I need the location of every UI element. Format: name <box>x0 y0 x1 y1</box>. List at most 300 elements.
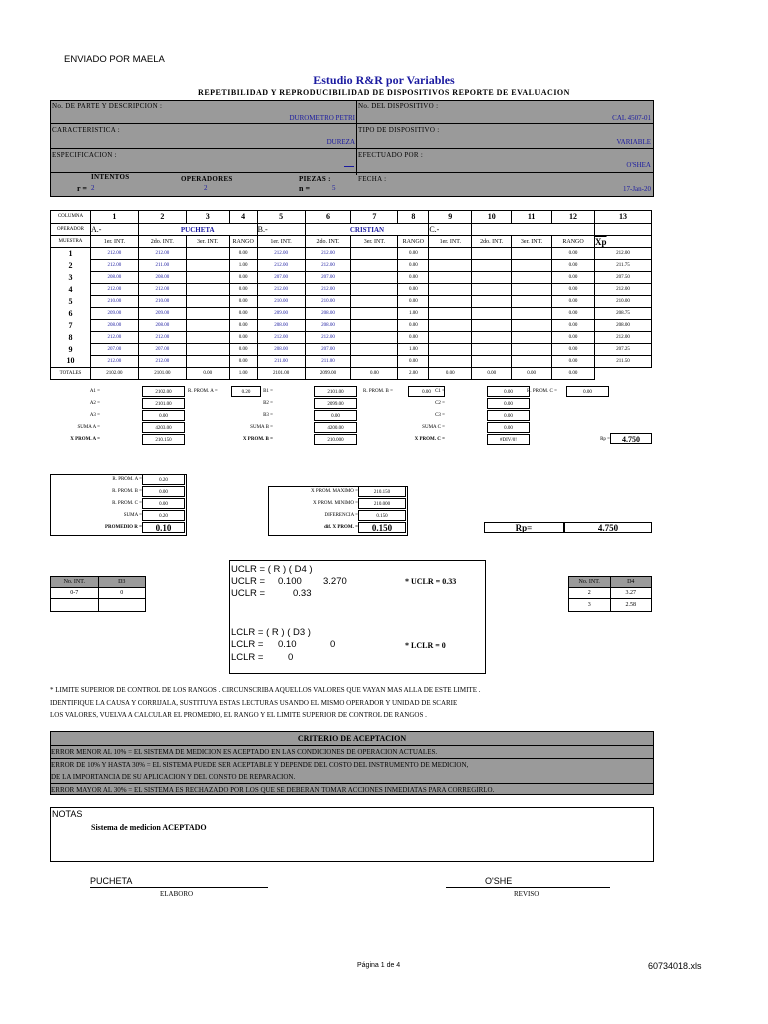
reading-cell <box>351 356 398 368</box>
trials-label: INTENTOS <box>91 173 130 181</box>
reading-cell <box>512 320 552 332</box>
operators-label: OPERADORES <box>181 175 233 183</box>
sub-header: RANGO <box>552 236 595 248</box>
reading-cell: 207.00 <box>257 272 305 284</box>
reading-cell: 1.00 <box>398 308 429 320</box>
uclr-line3-value: 0.33 <box>293 588 312 599</box>
reading-cell: 211.00 <box>305 356 351 368</box>
reading-cell <box>351 248 398 260</box>
criteria-line: ERROR MAYOR AL 30% = EL SISTEMA ES RECHAZADO POR LOS QUE SE DEBERAN TOMAR ACCIONES INMEDIATAS PARA CORREGIRLO. <box>51 786 495 794</box>
reading-cell: 207.00 <box>138 344 186 356</box>
criteria-line: DE LA IMPORTANCIA DE SU APLICACION Y DEL CONSTO DE REPARACION. <box>51 771 653 784</box>
reading-cell <box>472 284 512 296</box>
sub-header: 1er. INT. <box>90 236 138 248</box>
sum-label: C1 = <box>435 389 445 394</box>
total-cell: 0.00 <box>472 368 512 380</box>
reading-cell <box>512 344 552 356</box>
page-title: Estudio R&R por Variables <box>313 73 455 87</box>
reading-cell: 1.00 <box>229 260 257 272</box>
reading-cell <box>186 320 229 332</box>
sent-by: ENVIADO POR MAELA <box>64 54 165 65</box>
d4-table <box>568 576 652 612</box>
uclr-d4-value: 3.270 <box>323 576 347 587</box>
rprom-a-value: 0.20 <box>231 386 261 397</box>
rprom-b-value: 0.00 <box>408 386 445 397</box>
table-row <box>51 356 652 368</box>
reading-cell <box>186 356 229 368</box>
sum-label: A2 = <box>89 401 100 406</box>
reading-cell: 208.00 <box>305 308 351 320</box>
op-c: C.- <box>429 224 472 236</box>
sample-number: 9 <box>51 344 91 356</box>
reading-cell: 0.00 <box>398 272 429 284</box>
d3-cell <box>98 599 145 612</box>
d3-header-int: No. INT. <box>51 577 99 588</box>
reading-cell: 212.00 <box>138 332 186 344</box>
reading-cell: 212.00 <box>90 284 138 296</box>
reading-cell: 208.00 <box>90 320 138 332</box>
reading-cell: 212.00 <box>90 248 138 260</box>
device-value: CAL 4507-01 <box>612 114 651 122</box>
reading-cell <box>351 296 398 308</box>
reading-cell: 212.00 <box>138 248 186 260</box>
table-row <box>51 284 652 296</box>
col-number: 8 <box>398 211 429 224</box>
col-number: 4 <box>229 211 257 224</box>
sum-label: A3 = <box>89 413 100 418</box>
reading-cell <box>512 296 552 308</box>
sub-header: RANGO <box>398 236 429 248</box>
reading-cell: 212.00 <box>257 332 305 344</box>
reading-cell: 207.50 <box>595 272 652 284</box>
reading-cell <box>472 332 512 344</box>
summary-label: R. PROM. A = <box>112 477 142 482</box>
total-cell: 0.00 <box>512 368 552 380</box>
summary-mid-value: 210.150 <box>358 486 406 497</box>
reading-cell: 0.00 <box>229 356 257 368</box>
sum-value: 2102.00 <box>142 386 185 397</box>
reading-cell: 212.00 <box>595 248 652 260</box>
criteria-line: ERROR DE 10% Y HASTA 30% = EL SISTEMA PUEDE SER ACEPTABLE Y DEPENDE DEL COSTO DEL INSTRUMENTO DE MEDICION, <box>51 761 469 769</box>
reading-cell: 212.00 <box>257 260 305 272</box>
part-value: DUROMETRO PETRI <box>289 114 355 122</box>
sub-header: 1er. INT. <box>257 236 305 248</box>
reading-cell: 212.00 <box>305 284 351 296</box>
reading-cell: 212.00 <box>90 356 138 368</box>
reading-cell: 211.00 <box>257 356 305 368</box>
char-label: CARACTERISTICA : <box>52 126 121 134</box>
date-value: 17-Jan-20 <box>623 185 651 193</box>
reading-cell: 212.00 <box>138 356 186 368</box>
total-cell: 2101.00 <box>138 368 186 380</box>
summary-label: R. PROM. C = <box>112 501 142 506</box>
sample-label: MUESTRA <box>51 236 91 248</box>
summary-mid-label: DIFERENCIA = <box>324 513 358 518</box>
reading-cell <box>351 344 398 356</box>
total-cell: 0.00 <box>351 368 398 380</box>
reading-cell: 0.00 <box>552 344 595 356</box>
reading-cell <box>472 308 512 320</box>
reading-cell <box>186 248 229 260</box>
reading-cell: 0.00 <box>552 260 595 272</box>
criteria-lines <box>51 746 653 794</box>
reading-cell <box>512 260 552 272</box>
reading-cell <box>429 320 472 332</box>
sample-number: 5 <box>51 296 91 308</box>
col-number: 1 <box>90 211 138 224</box>
d3-cell: 0-7 <box>51 588 99 599</box>
signature-left-role: ELABORO <box>160 890 194 898</box>
sum-label: SUMA A = <box>77 425 100 430</box>
op-label: OPERADOR <box>51 224 91 236</box>
rprom-b-label: R. PROM. B = <box>363 389 393 394</box>
info-block <box>50 100 654 197</box>
sum-value: #DIV/0! <box>487 434 530 445</box>
reading-cell <box>472 296 512 308</box>
reading-cell <box>512 356 552 368</box>
summary-label: R. PROM. B = <box>112 489 142 494</box>
summary-left-frame <box>50 474 187 536</box>
done-value: O'SHEA <box>626 161 651 169</box>
reading-cell <box>472 248 512 260</box>
reading-cell <box>429 308 472 320</box>
reading-cell <box>429 356 472 368</box>
sum-value: 0.00 <box>142 410 185 421</box>
done-label: EFECTUADO POR : <box>358 151 424 159</box>
sample-number: 8 <box>51 332 91 344</box>
reading-cell <box>472 320 512 332</box>
sub-header: $\overline{Xp}$ <box>595 236 652 248</box>
reading-cell <box>429 344 472 356</box>
sum-value: 0.00 <box>487 386 530 397</box>
uclr-line2-label: UCLR = <box>231 576 266 587</box>
reading-cell <box>351 332 398 344</box>
reading-cell: 0.00 <box>229 344 257 356</box>
table-row <box>51 320 652 332</box>
page-number: Página 1 de 4 <box>357 962 401 969</box>
summary-rp-label: Rp= <box>484 522 564 533</box>
sum-label: X PROM. A = <box>70 437 100 442</box>
reading-cell <box>512 272 552 284</box>
sub-header: 1er. INT. <box>429 236 472 248</box>
table-row <box>51 344 652 356</box>
reading-cell: 211.00 <box>138 260 186 272</box>
reading-cell: 207.00 <box>305 272 351 284</box>
sum-value: 2101.00 <box>314 386 357 397</box>
lclr-formula: LCLR = ( R ) ( D3 ) <box>231 627 311 638</box>
criteria-box <box>50 731 654 795</box>
criteria-line: ERROR MENOR AL 10% = EL SISTEMA DE MEDICION ES ACEPTADO EN LAS CONDICIONES DE OPERACION ACTUALES. <box>51 746 653 759</box>
reading-cell: 0.00 <box>229 320 257 332</box>
reading-cell: 208.00 <box>595 320 652 332</box>
op-b: B.- <box>257 224 305 236</box>
d3-cell <box>51 599 99 612</box>
table-row <box>51 332 652 344</box>
notas-box <box>50 807 654 862</box>
summary-mid-label: X PROM. MAXIMO = <box>311 489 358 494</box>
summary-mid-label: X PROM. MINIMO = <box>312 501 358 506</box>
reading-cell <box>429 272 472 284</box>
sum-value: 2101.00 <box>142 398 185 409</box>
reading-cell <box>429 332 472 344</box>
date-label: FECHA : <box>358 175 387 183</box>
summary-value: 0.00 <box>142 486 185 497</box>
reading-cell <box>429 260 472 272</box>
sub-header: 3er. INT. <box>512 236 552 248</box>
summary-mid-label: dif. X PROM. = <box>324 525 358 530</box>
col-number: 7 <box>351 211 398 224</box>
reading-cell: 210.00 <box>305 296 351 308</box>
sum-value: 210.000 <box>314 434 357 445</box>
reading-cell: 0.00 <box>398 332 429 344</box>
reading-cell: 208.00 <box>305 320 351 332</box>
reading-cell: 0.00 <box>398 260 429 272</box>
reading-cell: 207.00 <box>305 344 351 356</box>
sample-number: 2 <box>51 260 91 272</box>
reading-cell <box>472 272 512 284</box>
summary-label: PROMEDIO R = <box>104 525 142 530</box>
summary-mid-value: 0.150 <box>358 510 406 521</box>
total-cell: 2.00 <box>398 368 429 380</box>
lclr-line3-value: 0 <box>288 652 294 663</box>
lclr-r-value: 0.10 <box>278 639 297 650</box>
reading-cell: 208.00 <box>90 272 138 284</box>
sum-value: 0.00 <box>487 410 530 421</box>
reading-cell <box>512 308 552 320</box>
sum-label: B1 = <box>263 389 273 394</box>
reading-cell: 212.00 <box>90 260 138 272</box>
col-number: 6 <box>305 211 351 224</box>
reading-cell: 207.25 <box>595 344 652 356</box>
lclr-d3-value: 0 <box>330 639 336 650</box>
col-number: 12 <box>552 211 595 224</box>
limit-note-line: LOS VALORES, VUELVA A CALCULAR EL PROMEDIO, EL RANGO Y EL LIMITE SUPERIOR DE CONTROL DE RANGOS . <box>50 711 427 719</box>
d4-cell: 3 <box>569 599 611 612</box>
reading-cell: 212.00 <box>90 332 138 344</box>
notas-text: Sistema de medicion ACEPTADO <box>91 823 207 832</box>
total-cell: 1.00 <box>229 368 257 380</box>
reading-cell: 209.00 <box>90 308 138 320</box>
table-row <box>51 272 652 284</box>
total-cell: 2102.00 <box>90 368 138 380</box>
uclr-formula: UCLR = ( R ) ( D4 ) <box>231 564 313 575</box>
reading-cell: 0.00 <box>229 248 257 260</box>
d4-header-d4: D4 <box>610 577 652 588</box>
reading-cell: 208.00 <box>257 344 305 356</box>
table-row <box>51 248 652 260</box>
table-row <box>51 260 652 272</box>
limit-note-line: * LIMITE SUPERIOR DE CONTROL DE LOS RANGOS . CIRCUNSCRIBA AQUELLOS VALORES QUE VAYAN MAS ALLA DE ESTE LIMITE . <box>50 686 481 694</box>
total-cell: 2101.00 <box>257 368 305 380</box>
reading-cell: 209.00 <box>138 308 186 320</box>
sum-label: A1 = <box>89 389 100 394</box>
sample-number: 7 <box>51 320 91 332</box>
reading-cell: 210.00 <box>595 296 652 308</box>
rprom-a-label: R. PROM. A = <box>188 389 218 394</box>
device-label: No. DEL DISPOSITIVO : <box>358 102 439 110</box>
type-value: VARIABLE <box>616 138 651 146</box>
d3-cell: 0 <box>98 588 145 599</box>
summary-mid-value: 0.150 <box>358 522 406 533</box>
op-b-name: CRISTIAN <box>305 224 429 236</box>
totals-label: TOTALES <box>51 368 91 380</box>
reading-cell: 212.00 <box>305 248 351 260</box>
reading-cell: 212.00 <box>595 284 652 296</box>
summary-rp-value: 4.750 <box>564 522 652 533</box>
d3-header-d3: D3 <box>98 577 145 588</box>
reading-cell <box>351 320 398 332</box>
reading-cell <box>186 308 229 320</box>
parts-n: n = <box>299 184 311 193</box>
reading-cell <box>186 272 229 284</box>
table-row <box>51 296 652 308</box>
uclr-result: * UCLR = 0.33 <box>405 577 457 586</box>
reading-cell: 0.00 <box>398 356 429 368</box>
spec-label: ESPECIFICACION : <box>52 151 117 159</box>
reading-cell <box>472 356 512 368</box>
sum-label: SUMA B = <box>250 425 273 430</box>
sub-header: RANGO <box>229 236 257 248</box>
reading-cell: 0.00 <box>398 296 429 308</box>
reading-cell: 0.00 <box>229 332 257 344</box>
sample-number: 3 <box>51 272 91 284</box>
col-number: 11 <box>512 211 552 224</box>
reading-cell: 212.00 <box>257 248 305 260</box>
summary-value: 0.10 <box>142 522 185 533</box>
control-limits-box <box>229 560 486 674</box>
trials-value: 2 <box>91 184 95 192</box>
col-number: 3 <box>186 211 229 224</box>
reading-cell: 0.00 <box>398 320 429 332</box>
uclr-line3-label: UCLR = <box>231 588 266 599</box>
reading-cell: 0.00 <box>398 248 429 260</box>
total-cell: 0.00 <box>429 368 472 380</box>
total-cell: 0.00 <box>552 368 595 380</box>
operators-value: 2 <box>204 184 208 192</box>
sub-header: 2do. INT. <box>472 236 512 248</box>
reading-cell: 0.00 <box>229 296 257 308</box>
summary-mid-value: 210.000 <box>358 498 406 509</box>
col-number: 13 <box>595 211 652 224</box>
sum-value: 2099.00 <box>314 398 357 409</box>
summary-value: 0.00 <box>142 498 185 509</box>
summary-label: SUMA = <box>123 513 142 518</box>
reading-cell: 0.00 <box>229 284 257 296</box>
limit-notes <box>50 684 480 722</box>
reading-cell: 1.00 <box>398 344 429 356</box>
sum-label: X PROM. C = <box>414 437 445 442</box>
reading-cell: 210.00 <box>90 296 138 308</box>
rprom-c-label: R. PROM. C = <box>527 389 557 394</box>
d4-cell: 3.27 <box>610 588 652 599</box>
reading-cell: 211.50 <box>595 356 652 368</box>
uclr-r-value: 0.100 <box>278 576 302 587</box>
sum-value: 0.00 <box>487 422 530 433</box>
lclr-result: * LCLR = 0 <box>405 641 446 650</box>
signature-right-name: O'SHE <box>485 876 513 886</box>
signature-left-name: PUCHETA <box>90 876 133 886</box>
reading-cell <box>472 260 512 272</box>
sample-number: 4 <box>51 284 91 296</box>
col-number: 9 <box>429 211 472 224</box>
reading-cell: 210.00 <box>138 296 186 308</box>
op-a: A.- <box>90 224 138 236</box>
reading-cell: 212.00 <box>305 332 351 344</box>
reading-cell: 0.00 <box>552 296 595 308</box>
sub-header: 3er. INT. <box>351 236 398 248</box>
reading-cell <box>512 284 552 296</box>
sum-value: 0.00 <box>314 410 357 421</box>
reading-cell: 207.00 <box>90 344 138 356</box>
type-label: TIPO DE DISPOSITIVO : <box>358 126 440 134</box>
d4-cell: 2.58 <box>610 599 652 612</box>
reading-cell <box>429 248 472 260</box>
lclr-line3-label: LCLR = <box>231 652 264 663</box>
col-number: 2 <box>138 211 186 224</box>
reading-cell: 0.00 <box>552 248 595 260</box>
parts-value: 5 <box>332 184 336 192</box>
summary-value: 0.20 <box>142 510 185 521</box>
reading-cell: 212.00 <box>138 284 186 296</box>
d4-header-int: No. INT. <box>569 577 611 588</box>
reading-cell: 0.00 <box>552 332 595 344</box>
sample-number: 1 <box>51 248 91 260</box>
reading-cell: 210.00 <box>257 296 305 308</box>
reading-cell <box>186 332 229 344</box>
rp-label: Rp = <box>600 437 610 442</box>
reading-cell: 0.00 <box>552 356 595 368</box>
reading-cell: 0.00 <box>552 284 595 296</box>
sum-label: C2 = <box>435 401 445 406</box>
reading-cell: 211.75 <box>595 260 652 272</box>
reading-cell <box>186 296 229 308</box>
reading-cell <box>429 284 472 296</box>
col-number: 10 <box>472 211 512 224</box>
table-row <box>51 308 652 320</box>
reading-cell <box>351 308 398 320</box>
sum-value: 4203.00 <box>142 422 185 433</box>
reading-cell: 0.00 <box>229 308 257 320</box>
reading-cell: 208.00 <box>257 320 305 332</box>
sum-label: B2 = <box>263 401 273 406</box>
sum-value: 4200.00 <box>314 422 357 433</box>
parts-label: PIEZAS : <box>299 175 331 183</box>
reading-cell: 0.00 <box>552 272 595 284</box>
reading-cell: 208.00 <box>138 320 186 332</box>
reading-cell <box>512 248 552 260</box>
reading-cell: 212.00 <box>305 260 351 272</box>
reading-cell: 0.00 <box>552 320 595 332</box>
d3-table <box>50 576 146 612</box>
reading-cell <box>186 344 229 356</box>
notas-label: NOTAS <box>52 809 83 819</box>
reading-cell <box>351 284 398 296</box>
sub-header: 3er. INT. <box>186 236 229 248</box>
sum-label: SUMA C = <box>422 425 445 430</box>
col-label: COLUMNA <box>51 211 91 224</box>
sample-number: 10 <box>51 356 91 368</box>
reading-cell <box>429 296 472 308</box>
limit-note-line: IDENTIFIQUE LA CAUSA Y CORRIJALA, SUSTITUYA ESTAS LECTURAS USANDO EL MISMO OPERADOR Y UNIDAD DE SCARIE <box>50 698 458 707</box>
reading-cell: 212.00 <box>257 284 305 296</box>
col-number: 5 <box>257 211 305 224</box>
sub-header: 2do. INT. <box>138 236 186 248</box>
reading-cell: 0.00 <box>552 308 595 320</box>
reading-cell <box>351 272 398 284</box>
op-a-name: PUCHETA <box>138 224 257 236</box>
rp-value: 4.750 <box>610 433 652 444</box>
reading-cell <box>512 332 552 344</box>
